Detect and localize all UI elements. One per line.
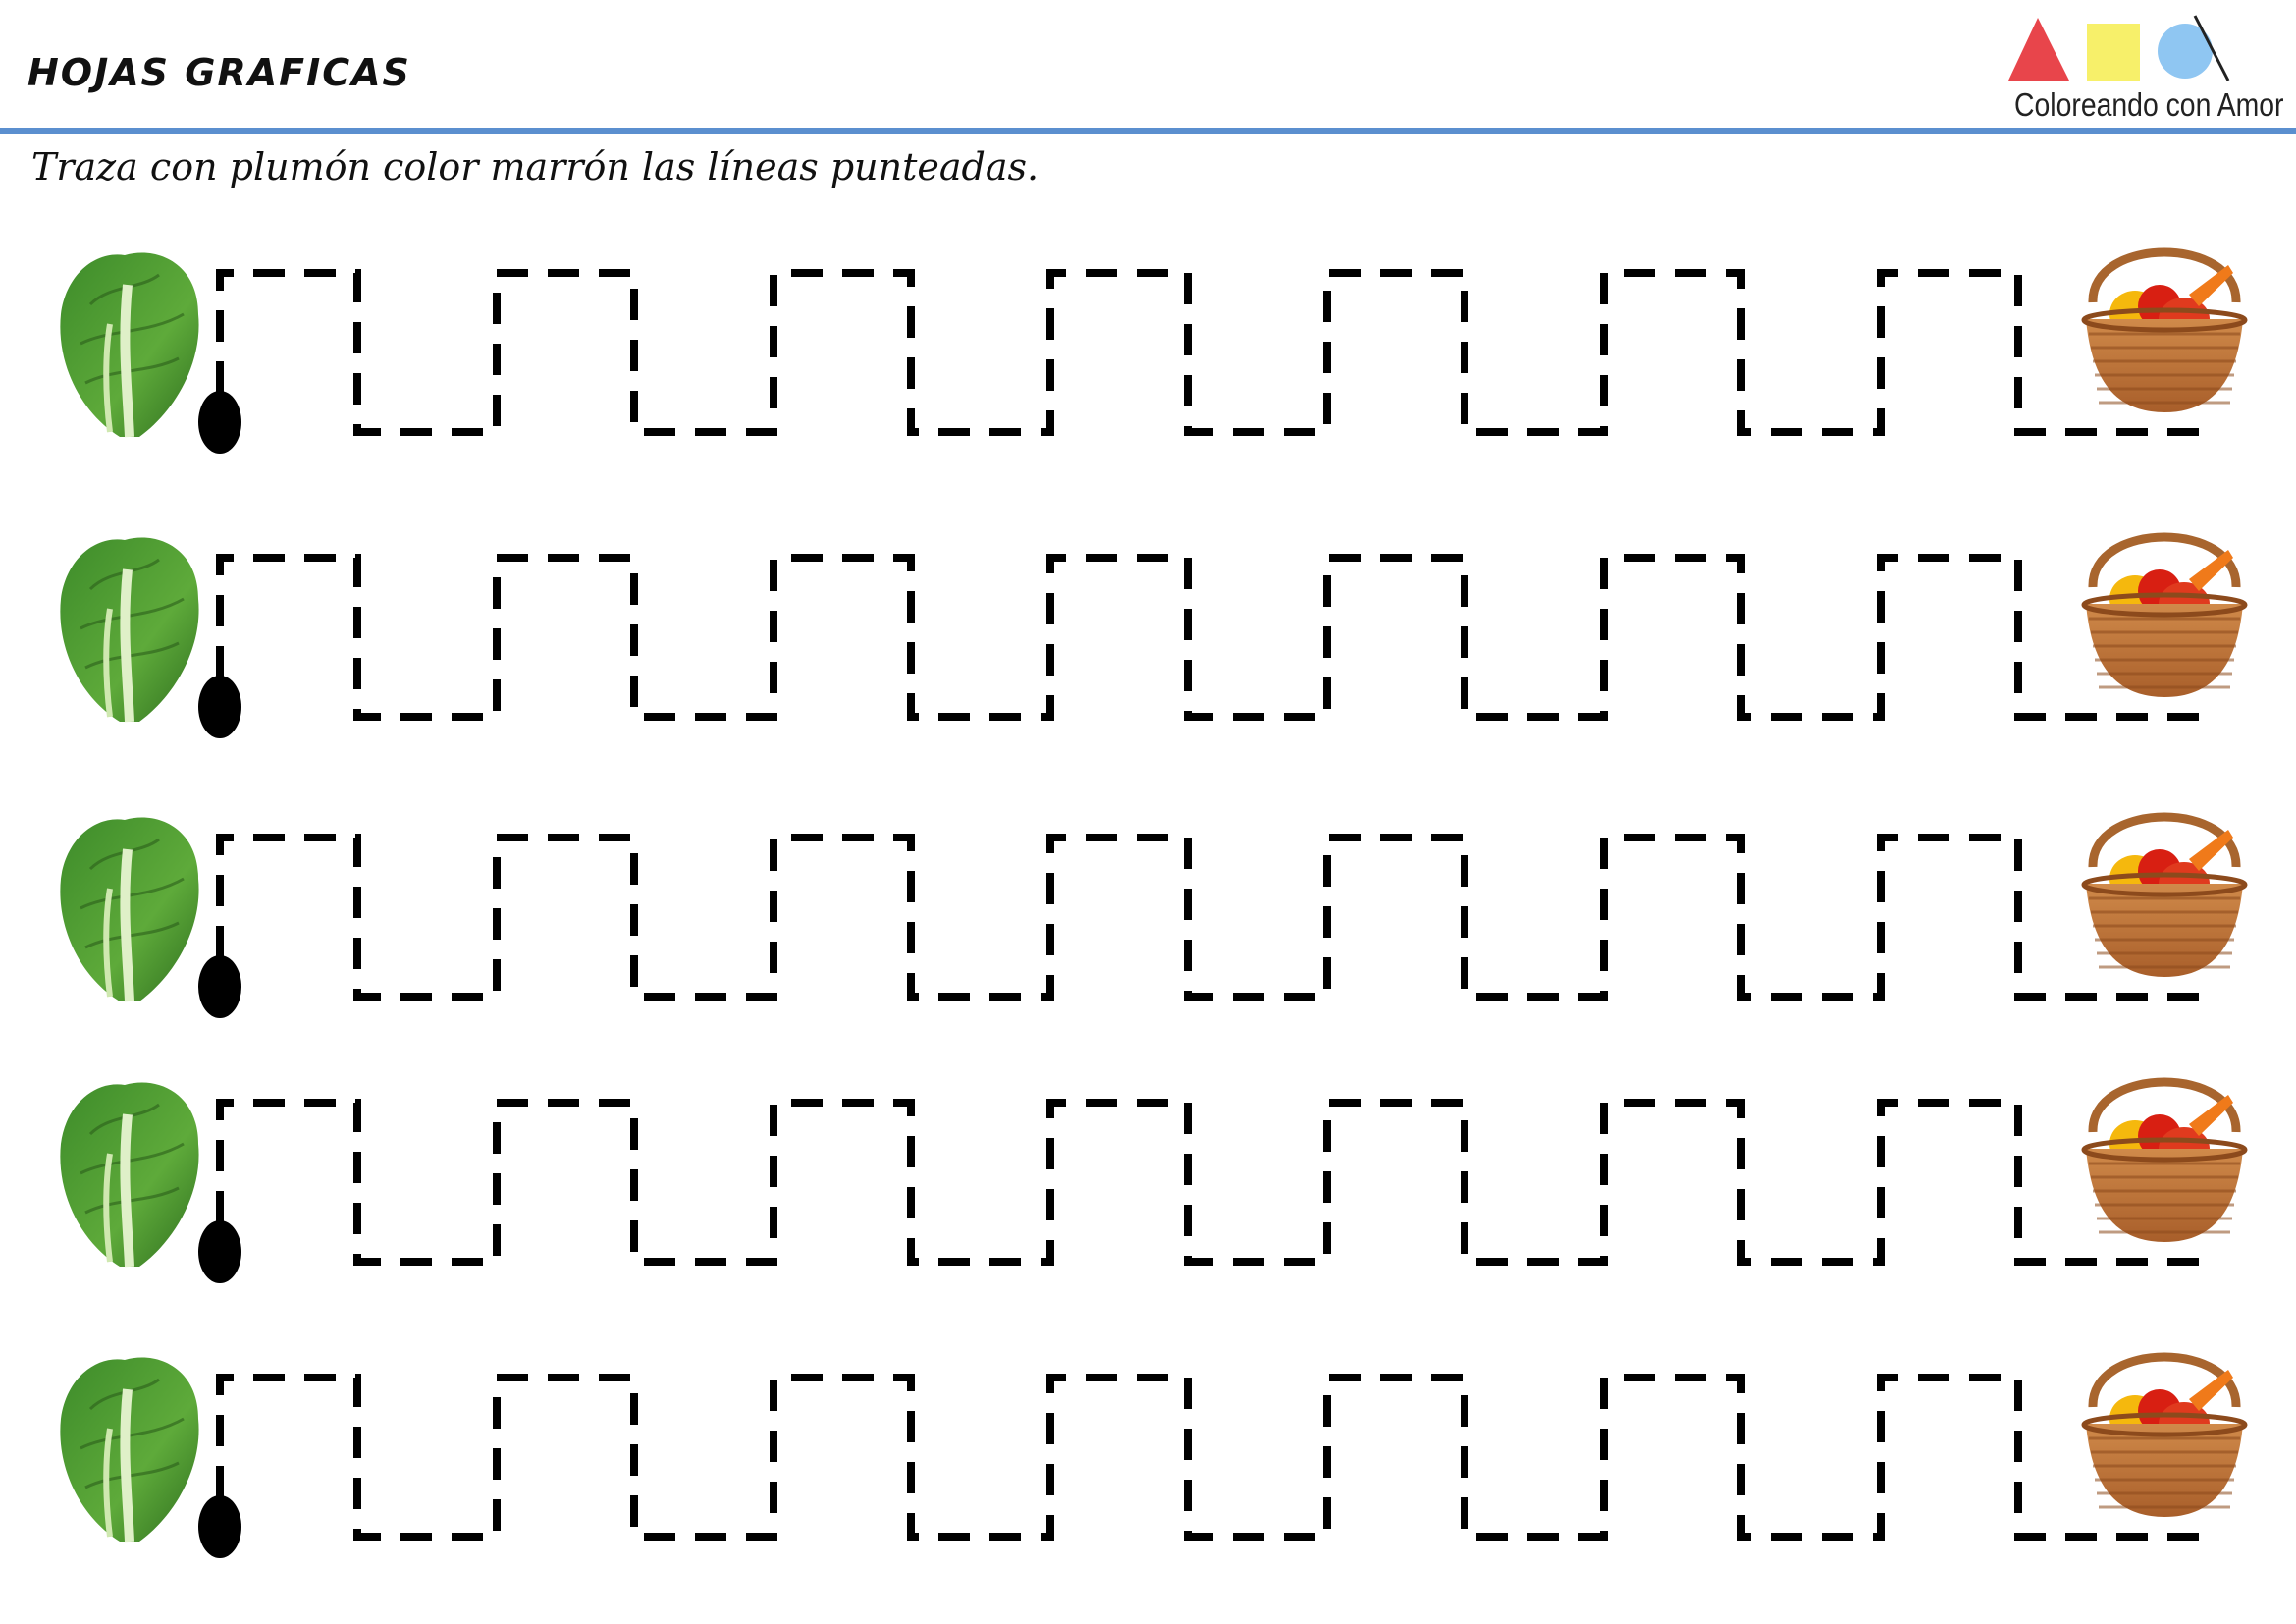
- tracing-row: [60, 537, 2245, 738]
- vegetable-basket-icon: [2084, 252, 2245, 412]
- dotted-trace-line[interactable]: [220, 838, 2216, 997]
- header-title: HOJAS GRAFICAS: [27, 51, 411, 94]
- vegetable-basket-icon: [2084, 537, 2245, 697]
- tracing-row: [60, 252, 2245, 454]
- vegetable-basket-icon: [2084, 1082, 2245, 1242]
- start-dot: [198, 391, 241, 454]
- tracing-row: [60, 1082, 2245, 1283]
- dotted-trace-line[interactable]: [220, 558, 2216, 717]
- tracing-row: [60, 1357, 2245, 1558]
- lettuce-icon: [60, 818, 198, 1002]
- start-dot: [198, 1495, 241, 1558]
- tracing-row: [60, 817, 2245, 1018]
- start-dot: [198, 1220, 241, 1283]
- dotted-trace-line[interactable]: [220, 1103, 2216, 1262]
- vegetable-basket-icon: [2084, 817, 2245, 977]
- dotted-trace-line[interactable]: [220, 273, 2216, 432]
- dotted-trace-line[interactable]: [220, 1378, 2216, 1537]
- instruction-text: Traza con plumón color marrón las líneas punteadas.: [31, 145, 1040, 189]
- lettuce-icon: [60, 253, 198, 438]
- start-dot: [198, 676, 241, 738]
- lettuce-icon: [60, 1083, 198, 1268]
- vegetable-basket-icon: [2084, 1357, 2245, 1517]
- lettuce-icon: [60, 1358, 198, 1543]
- logo-text: Coloreando con Amor: [2014, 86, 2284, 123]
- lettuce-icon: [60, 538, 198, 723]
- start-dot: [198, 955, 241, 1018]
